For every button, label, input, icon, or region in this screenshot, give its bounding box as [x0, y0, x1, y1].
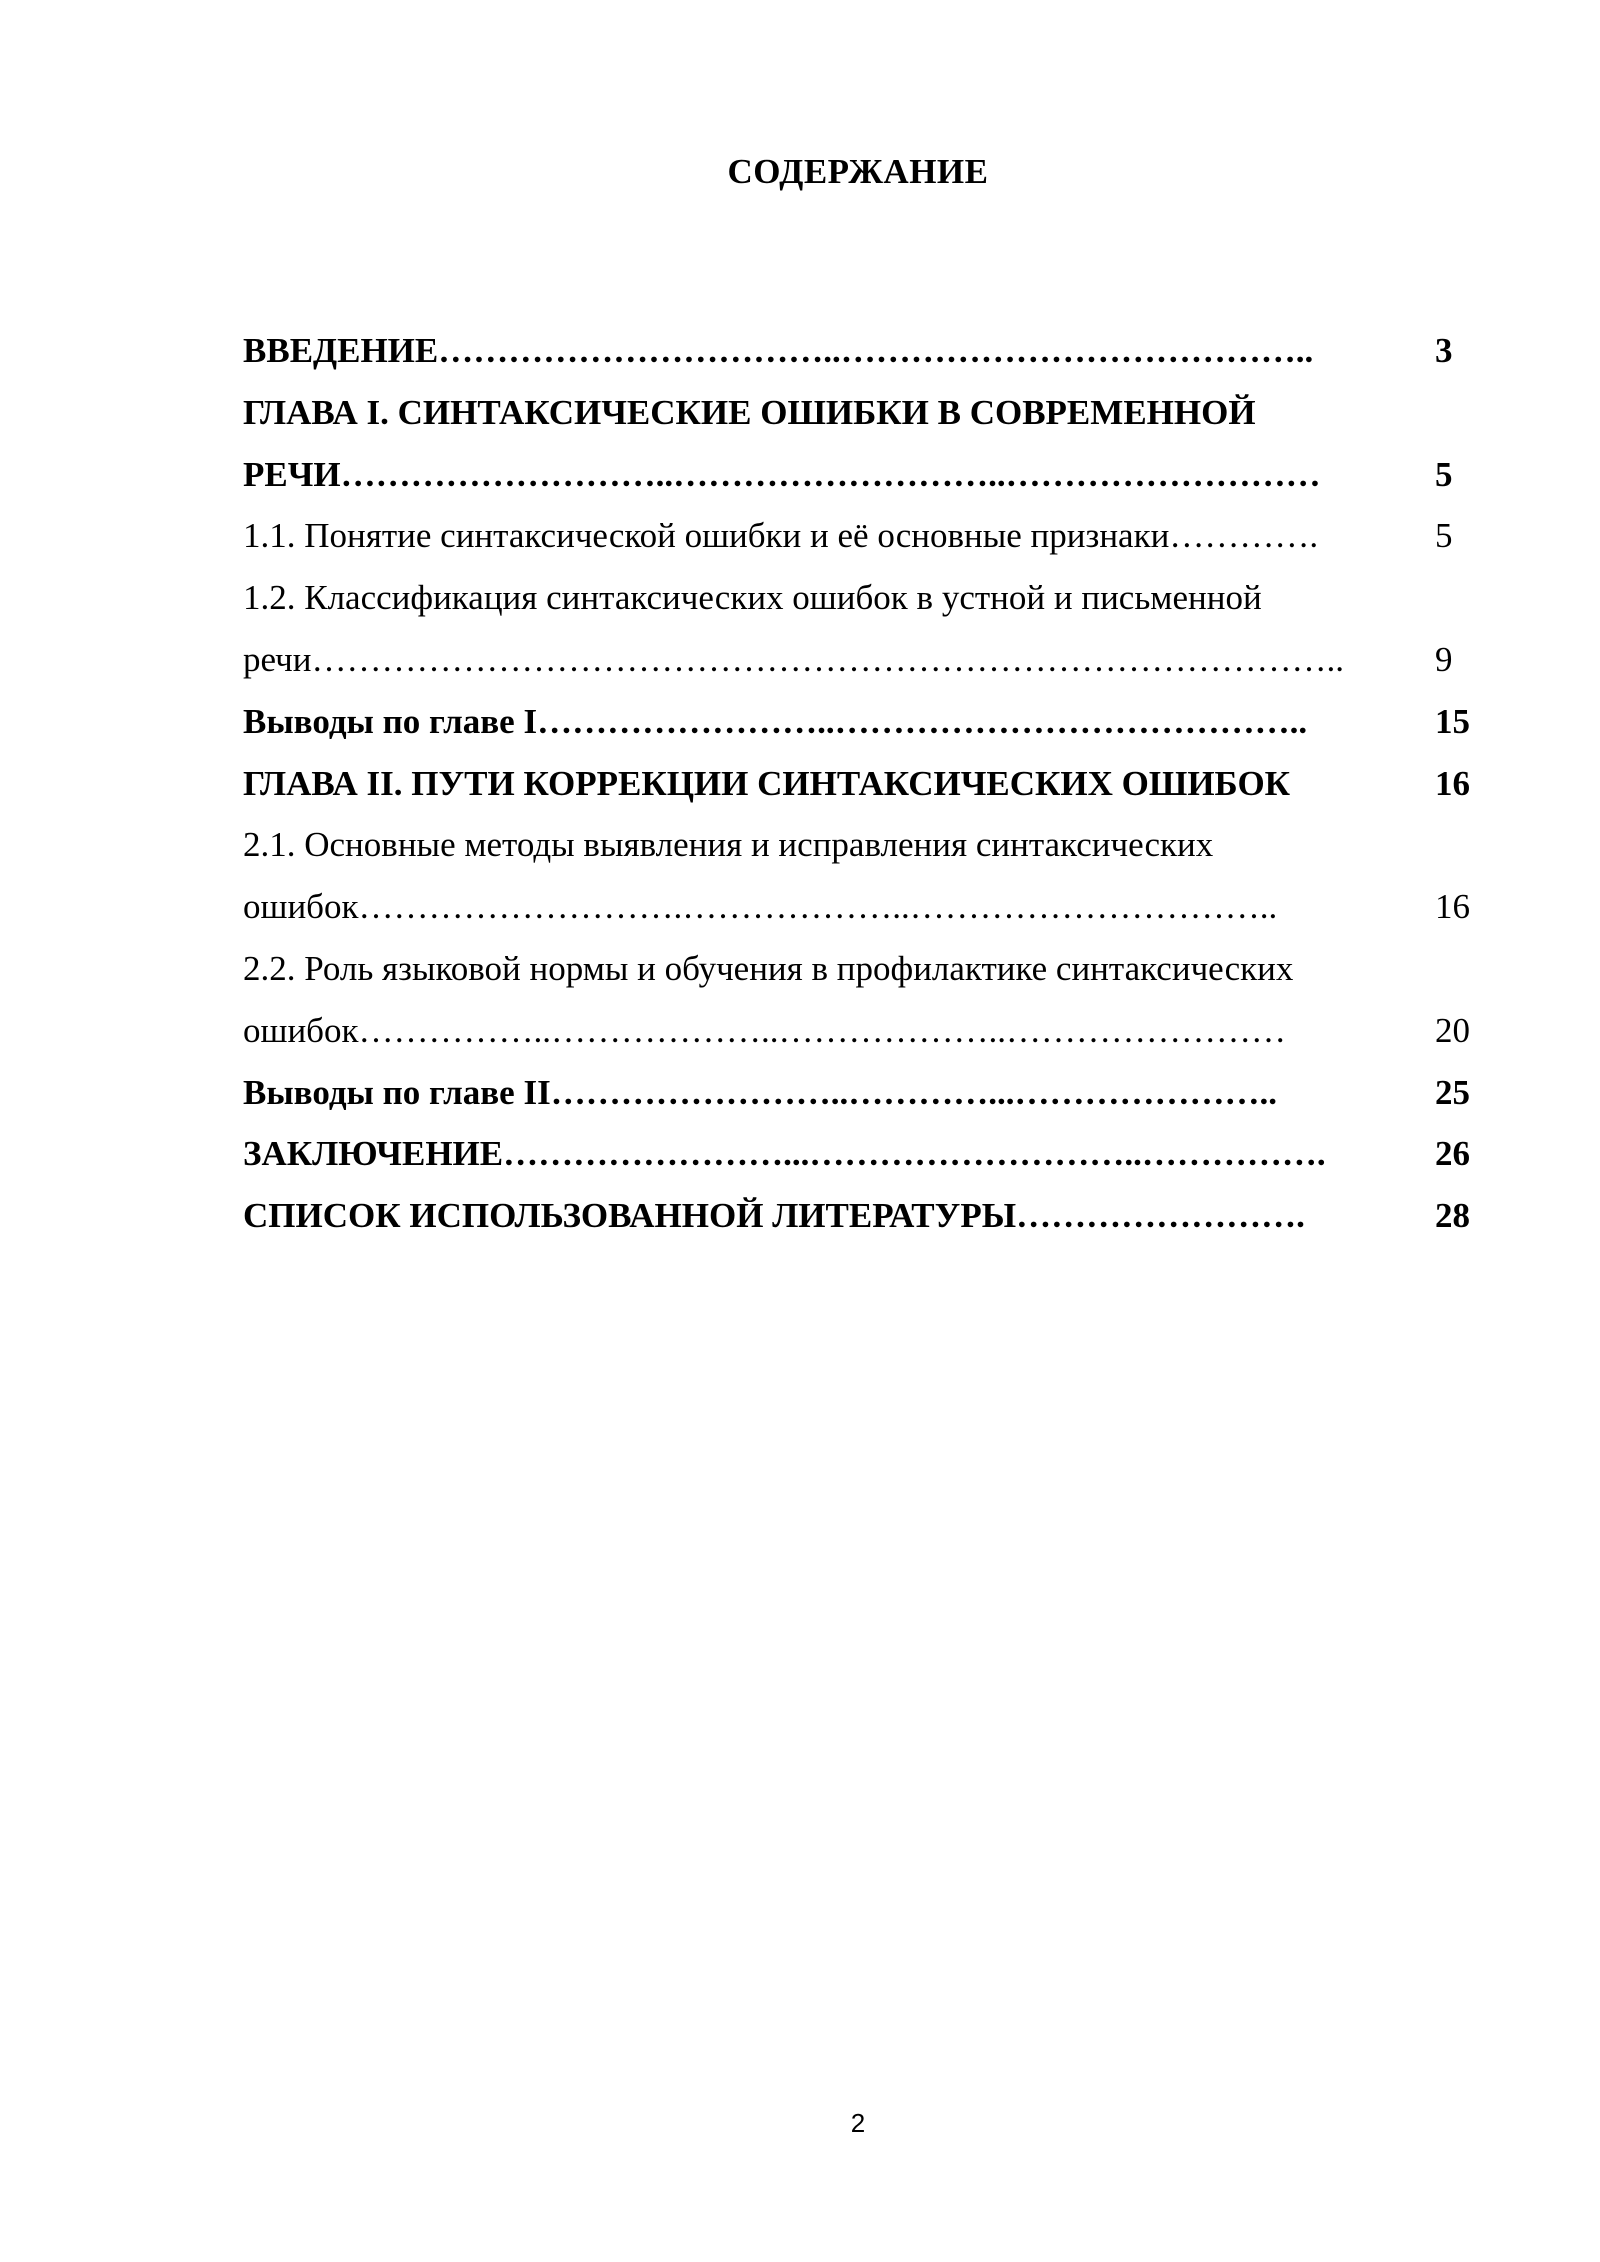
- toc-entry-page: 5: [1435, 516, 1453, 556]
- toc-entry-section-1-2[interactable]: [243, 567, 1478, 629]
- toc-entry-introduction[interactable]: [243, 320, 1478, 382]
- toc-entry-page: 15: [1435, 701, 1470, 741]
- toc-entry-title: 1.2. Классификация синтаксических ошибок в устной и письменной: [243, 578, 1262, 618]
- toc-entry-page: 9: [1435, 639, 1453, 679]
- toc-entry-title: 2.1. Основные методы выявления и исправления синтаксических: [243, 825, 1214, 865]
- toc-entry-section-2-1-continued[interactable]: [243, 876, 1478, 938]
- toc-entry-title: Выводы по главе I……………………..…………………………………..: [243, 701, 1308, 741]
- toc-entry-title: 1.1. Понятие синтаксической ошибки и её основные признаки………….: [243, 516, 1319, 556]
- toc-entry-references[interactable]: [243, 1185, 1478, 1247]
- toc-entry-section-2-1[interactable]: [243, 814, 1478, 876]
- toc-entry-page: 26: [1435, 1134, 1470, 1174]
- toc-entry-section-2-2[interactable]: [243, 938, 1478, 1000]
- toc-entry-page: 20: [1435, 1010, 1470, 1050]
- toc-entry-page: 3: [1435, 331, 1453, 370]
- toc-entry-conclusions-chapter-1[interactable]: [243, 691, 1478, 753]
- toc-entry-title: ГЛАВА I. СИНТАКСИЧЕСКИЕ ОШИБКИ В СОВРЕМЕННОЙ: [243, 392, 1256, 432]
- toc-entry-section-1-1[interactable]: [243, 505, 1478, 567]
- toc-entry-conclusions-chapter-2[interactable]: [243, 1062, 1478, 1124]
- toc-entry-chapter-2[interactable]: [243, 753, 1478, 815]
- toc-entry-title: СПИСОК ИСПОЛЬЗОВАННОЙ ЛИТЕРАТУРЫ…………………….: [243, 1196, 1305, 1236]
- toc-entry-title: ГЛАВА II. ПУТИ КОРРЕКЦИИ СИНТАКСИЧЕСКИХ ОШИБОК: [243, 763, 1291, 803]
- toc-entry-page: 28: [1435, 1196, 1470, 1236]
- toc-entry-page: 16: [1435, 763, 1470, 803]
- toc-entry-title: ЗАКЛЮЧЕНИЕ……………………...………………………..…………….: [243, 1134, 1326, 1174]
- page-number: 2: [850, 2108, 866, 2138]
- table-of-contents: [243, 320, 1478, 1247]
- toc-entry-title: ошибок……………………….………………..…………………………..: [243, 887, 1278, 927]
- page-title: СОДЕРЖАНИЕ: [727, 152, 989, 191]
- toc-entry-title: 2.2. Роль языковой нормы и обучения в профилактике синтаксических: [243, 948, 1294, 988]
- toc-entry-title: РЕЧИ………………………..………………………..………………………: [243, 454, 1321, 494]
- toc-entry-title: Выводы по главе II……………………..…………...…………………..: [243, 1072, 1277, 1112]
- toc-entry-page: 16: [1435, 887, 1470, 927]
- toc-entry-page: 5: [1435, 454, 1453, 494]
- toc-entry-title: ВВЕДЕНИЕ……………………………..…………………………………..: [243, 331, 1314, 370]
- toc-entry-section-1-2-continued[interactable]: [243, 629, 1478, 691]
- toc-entry-page: 25: [1435, 1072, 1470, 1112]
- toc-entry-conclusion[interactable]: [243, 1123, 1478, 1185]
- toc-entry-title: ошибок……………..………………..………………..……………………: [243, 1010, 1286, 1050]
- toc-entry-section-2-2-continued[interactable]: [243, 1000, 1478, 1062]
- toc-entry-title: речи……………………………………………………………………………..: [243, 639, 1344, 679]
- toc-entry-chapter-1[interactable]: [243, 382, 1478, 444]
- toc-entry-chapter-1-continued[interactable]: [243, 444, 1478, 506]
